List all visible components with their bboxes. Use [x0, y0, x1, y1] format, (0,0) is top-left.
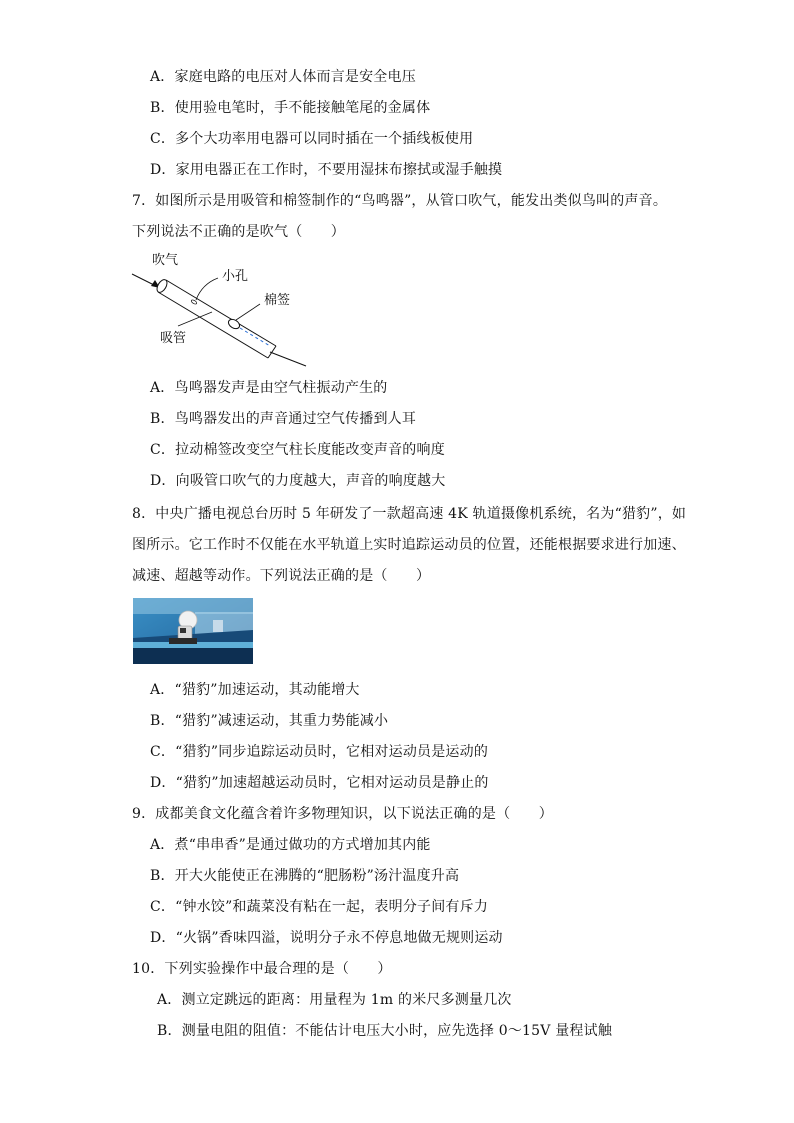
q6-option-b: B．使用验电笔时，手不能接触笔尾的金属体: [150, 100, 431, 116]
q9-option-b: B．开大火能使正在沸腾的“肥肠粉”汤汁温度升高: [150, 868, 460, 884]
q8-stem-line3: 减速、超越等动作。下列说法正确的是（ ）: [132, 568, 431, 584]
q7-stem-line1: 7．如图所示是用吸管和棉签制作的“鸟鸣器”，从管口吹气，能发出类似鸟叫的声音。: [132, 193, 668, 209]
cotton-swab: [227, 317, 306, 366]
q7-option-c: C．拉动棉签改变空气柱长度能改变声音的响度: [150, 442, 445, 458]
q7-option-b: B．鸟鸣器发出的声音通过空气传播到人耳: [150, 411, 417, 427]
q6-option-c: C．多个大功率用电器可以同时插在一个插线板使用: [150, 131, 474, 147]
q8-option-d: D．“猎豹”加速超越运动员时，它相对运动员是静止的: [150, 775, 489, 791]
q10-stem: 10．下列实验操作中最合理的是（ ）: [132, 961, 392, 977]
label-straw: 吸管: [160, 331, 187, 346]
q7-option-d: D．向吸管口吹气的力度越大，声音的响度越大: [150, 473, 446, 489]
label-hole: 小孔: [222, 269, 249, 284]
q8-option-b: B．“猎豹”减速运动，其重力势能减小: [150, 713, 389, 729]
q9-option-c: C．“钟水饺”和蔬菜没有粘在一起，表明分子间有斥力: [150, 899, 489, 915]
hole-leader: [196, 278, 218, 300]
q6-option-a: A．家庭电路的电压对人体而言是安全电压: [150, 69, 416, 85]
cheetah-camera-photo: [133, 598, 253, 664]
q8-option-c: C．“猎豹”同步追踪运动员时，它相对运动员是运动的: [150, 744, 489, 760]
q7-option-a: A．鸟鸣器发声是由空气柱振动产生的: [150, 380, 388, 396]
label-swab: 棉签: [264, 293, 291, 308]
q7-stem-line2: 下列说法不正确的是吹气（ ）: [132, 224, 345, 240]
q6-option-d: D．家用电器正在工作时，不要用湿抹布擦拭或湿手触摸: [150, 162, 503, 178]
bird-whistle-figure: [130, 248, 320, 370]
label-blow: 吹气: [152, 253, 179, 268]
q8-stem-line1: 8．中央广播电视总台历时 5 年研发了一款超高速 4K 轨道摄像机系统，名为“猎豹”，如: [132, 506, 687, 522]
swab-leader: [236, 304, 260, 320]
q10-option-a: A．测立定跳远的距离：用量程为 1m 的米尺多测量几次: [157, 992, 512, 1008]
q8-stem-line2: 图所示。它工作时不仅能在水平轨道上实时追踪运动员的位置，还能根据要求进行加速、: [132, 537, 686, 553]
q9-option-d: D．“火锅”香味四溢，说明分子永不停息地做无规则运动: [150, 930, 503, 946]
q10-option-b: B．测量电阻的阻值：不能估计电压大小时，应先选择 0～15V 量程试触: [157, 1023, 613, 1039]
q9-option-a: A．煮“串串香”是通过做功的方式增加其内能: [150, 837, 431, 853]
q9-stem: 9．成都美食文化蕴含着许多物理知识，以下说法正确的是（ ）: [132, 806, 553, 822]
q8-option-a: A．“猎豹”加速运动，其动能增大: [150, 682, 360, 698]
